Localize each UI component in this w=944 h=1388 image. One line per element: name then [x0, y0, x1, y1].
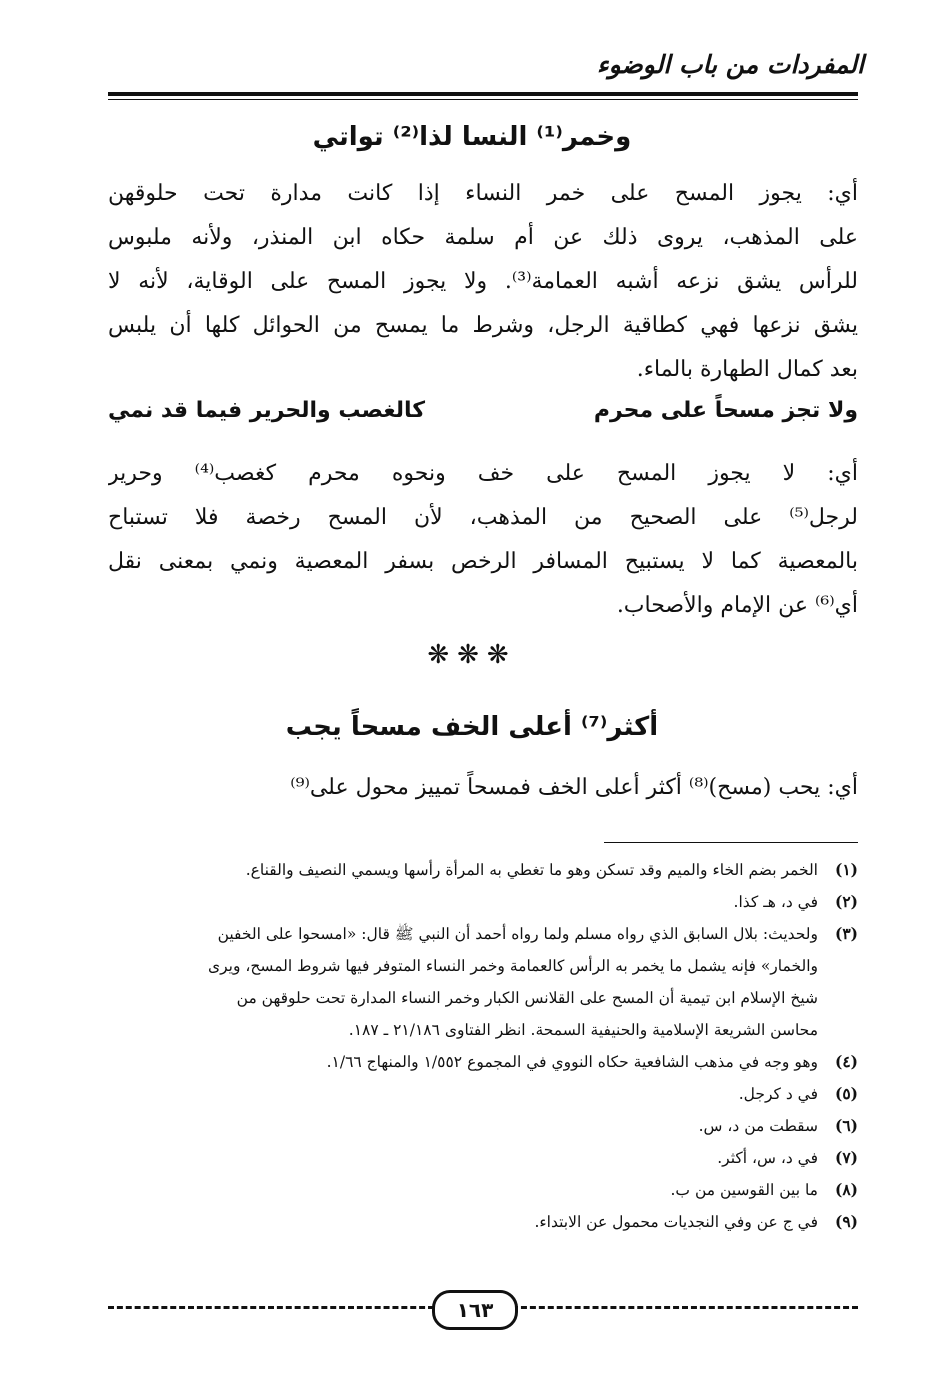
footnote-number: (٨): [834, 1180, 858, 1199]
paragraph-line: بعد كمال الطهارة بالماء.: [636, 357, 858, 382]
footnote-7: [108, 1142, 858, 1174]
paragraph-line: بالمعصية كما لا يستبيح المسافر الرخص بسفر المعصية ونمي بمعنى نقل: [108, 549, 858, 574]
paragraph-line: لرجل⁽⁵⁾ على الصحيح من المذهب، لأن المسح رخصة فلا تستباح: [108, 505, 858, 530]
verse-line: [108, 398, 858, 423]
section-heading-2: أكثر⁽⁷⁾ أعلى الخف مسحاً يجب: [285, 712, 659, 742]
footnote-text: ما بين القوسين من ب.: [670, 1181, 818, 1199]
footnote-number: (٦): [834, 1116, 858, 1135]
footnote-text: ولحديث: بلال السابق الذي رواه مسلم ولما رواه أحمد أن النبي ﷺ قال: «امسحوا على الخفين: [217, 925, 818, 943]
paragraph-line: على المذهب، يروى ذلك عن أم سلمة حكاه ابن المنذر، ولأنه ملبوس: [108, 225, 858, 250]
footnote-2: [108, 886, 858, 918]
paragraph-3: [108, 766, 858, 810]
footnote-text: سقطت من د، س.: [698, 1117, 818, 1135]
footnote-5: [108, 1078, 858, 1110]
footnote-4: [108, 1046, 858, 1078]
paragraph-1: [108, 172, 858, 392]
footnote-1: [108, 854, 858, 886]
footnote-text: في د كرجل.: [738, 1085, 818, 1103]
footnote-text: الخمر بضم الخاء والميم وقد تسكن وهو ما تغطي به المرأة رأسها ويسمي النصيف والقناع.: [245, 861, 818, 879]
footnote-text: والخمار» فإنه يشمل ما يخمر به الرأس كالعمامة وخمر النساء المتوفر فيها شروط المسح، ويرى: [207, 957, 818, 975]
footnote-separator: [604, 842, 858, 843]
header-rule: [108, 92, 858, 96]
paragraph-line: أي⁽⁶⁾ عن الإمام والأصحاب.: [616, 593, 858, 618]
footnote-text: شيخ الإسلام ابن تيمية أن المسح على القلانس الكبار وخمر النساء المدارة تحت حلوقهن من: [236, 989, 818, 1007]
footnote-text: في د، س، أكثر.: [717, 1149, 818, 1167]
header-rule-thin: [108, 99, 858, 100]
footnote-number: (٥): [834, 1084, 858, 1103]
section-divider-stars: ❋❋❋: [427, 640, 517, 670]
verse-hemistich-right: ولا تجز مسحاً على محرم: [593, 398, 858, 423]
footnote-number: (٢): [834, 892, 858, 911]
page-number: ١٦٣: [432, 1290, 518, 1330]
section-heading-1: وخمر⁽¹⁾ النسا لذا⁽²⁾ تواتي: [312, 122, 632, 152]
paragraph-line: أي: لا يجوز المسح على خف ونحوه محرم كغصب⁽⁴⁾ وحرير: [108, 461, 858, 486]
verse-hemistich-left: كالغصب والحرير فيما قد نمي: [108, 398, 426, 423]
footnote-number: (٣): [834, 924, 858, 943]
running-header: المفردات من باب الوضوء: [596, 50, 864, 79]
paragraph-line: يشق نزعها فهي كطاقية الرجل، وشرط ما يمسح من الحوائل كلها أن يلبس: [108, 313, 858, 338]
footnote-text: وهو وجه في مذهب الشافعية حكاه النووي في المجموع ١/٥٥٢ والمنهاج ١/٦٦.: [326, 1053, 818, 1071]
footnote-3: [108, 918, 858, 1046]
paragraph-line: أي: يجوز المسح على خمر النساء إذا كانت مدارة تحت حلوقهن: [108, 181, 858, 206]
footnote-number: (٧): [834, 1148, 858, 1167]
footnote-number: (٩): [834, 1212, 858, 1231]
footnote-number: (٤): [834, 1052, 858, 1071]
paragraph-line: للرأس يشق نزعه أشبه العمامة⁽³⁾. ولا يجوز المسح على الوقاية، لأنه لا: [108, 269, 858, 294]
footnote-number: (١): [834, 860, 858, 879]
paragraph-line: أي: يحب (مسح)⁽⁸⁾ أكثر أعلى الخف فمسحاً تمييز محول على⁽⁹⁾: [290, 775, 858, 800]
footnote-9: [108, 1206, 858, 1238]
footnote-text: محاسن الشريعة الإسلامية والحنيفية السمحة. انظر الفتاوى ٢١/١٨٦ ـ ١٨٧.: [348, 1021, 818, 1039]
footnote-6: [108, 1110, 858, 1142]
footnote-8: [108, 1174, 858, 1206]
footnote-text: في ج عن وفي النجديات محمول عن الابتداء.: [534, 1213, 818, 1231]
footnote-text: في د، هـ كذا.: [733, 893, 818, 911]
footnotes: [108, 854, 858, 1238]
footer-dashed-rule-left: [108, 1306, 434, 1309]
paragraph-2: [108, 452, 858, 628]
footer-dashed-rule-right: [512, 1306, 858, 1309]
